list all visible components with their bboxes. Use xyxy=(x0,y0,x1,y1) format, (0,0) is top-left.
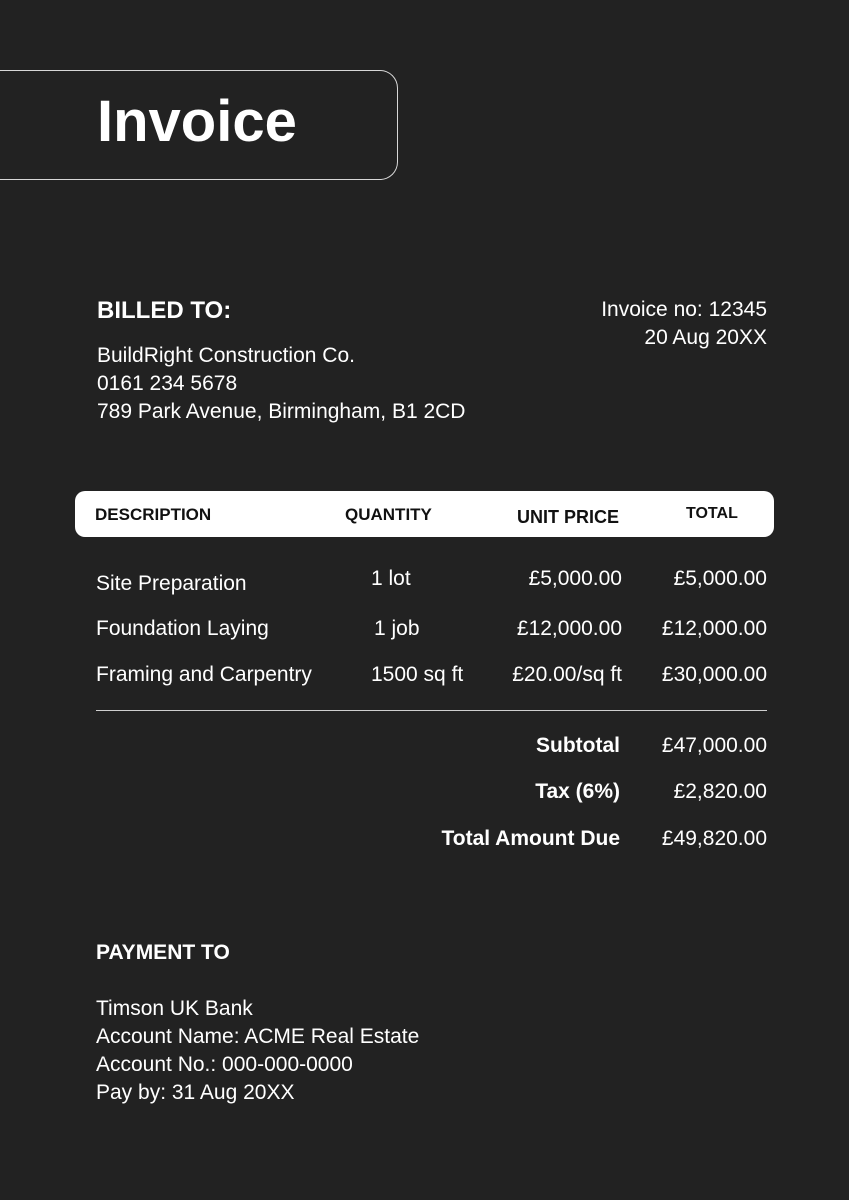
header-unit-price: UNIT PRICE xyxy=(517,507,620,527)
row-total: £30,000.00 xyxy=(661,663,767,686)
header-description: DESCRIPTION xyxy=(95,505,212,524)
table-row xyxy=(0,567,849,600)
row-quantity: 1500 sq ft xyxy=(371,663,464,686)
total-due-label: Total Amount Due xyxy=(441,827,620,850)
table-header xyxy=(75,491,774,537)
payment-details xyxy=(96,995,419,1107)
row-total: £5,000.00 xyxy=(673,567,767,590)
row-quantity: 1 job xyxy=(374,617,420,640)
row-total: £12,000.00 xyxy=(661,617,767,640)
billed-to-label: BILLED TO: xyxy=(97,297,232,324)
page-title: Invoice xyxy=(97,89,297,154)
invoice-number: Invoice no: 12345 xyxy=(601,298,767,321)
row-description: Site Preparation xyxy=(96,572,247,595)
account-name: Account Name: ACME Real Estate xyxy=(96,1025,420,1048)
table-row xyxy=(0,617,849,647)
client-address: 789 Park Avenue, Birmingham, B1 2CD xyxy=(97,400,466,423)
subtotal-label: Subtotal xyxy=(536,734,620,757)
pay-by-date: Pay by: 31 Aug 20XX xyxy=(96,1081,295,1104)
client-name: BuildRight Construction Co. xyxy=(97,344,355,367)
tax-value: £2,820.00 xyxy=(673,780,767,803)
header-quantity: QUANTITY xyxy=(345,505,432,524)
account-number: Account No.: 000-000-0000 xyxy=(96,1053,353,1076)
header-total: TOTAL xyxy=(686,505,738,522)
row-description: Framing and Carpentry xyxy=(96,663,312,686)
row-unit-price: £5,000.00 xyxy=(528,567,622,590)
total-due-value: £49,820.00 xyxy=(661,827,767,850)
row-unit-price: £20.00/sq ft xyxy=(512,663,622,686)
invoice-date: 20 Aug 20XX xyxy=(644,326,767,349)
client-phone: 0161 234 5678 xyxy=(97,372,238,395)
table-row xyxy=(0,663,849,693)
invoice-meta xyxy=(601,296,767,352)
row-unit-price: £12,000.00 xyxy=(516,617,622,640)
payment-label: PAYMENT TO xyxy=(96,941,230,964)
table-divider xyxy=(96,710,767,711)
tax-label: Tax (6%) xyxy=(535,780,620,803)
row-description: Foundation Laying xyxy=(96,617,269,640)
subtotal-value: £47,000.00 xyxy=(661,734,767,757)
billed-to-details xyxy=(97,342,465,426)
bank-name: Timson UK Bank xyxy=(96,997,253,1020)
row-quantity: 1 lot xyxy=(371,567,411,590)
